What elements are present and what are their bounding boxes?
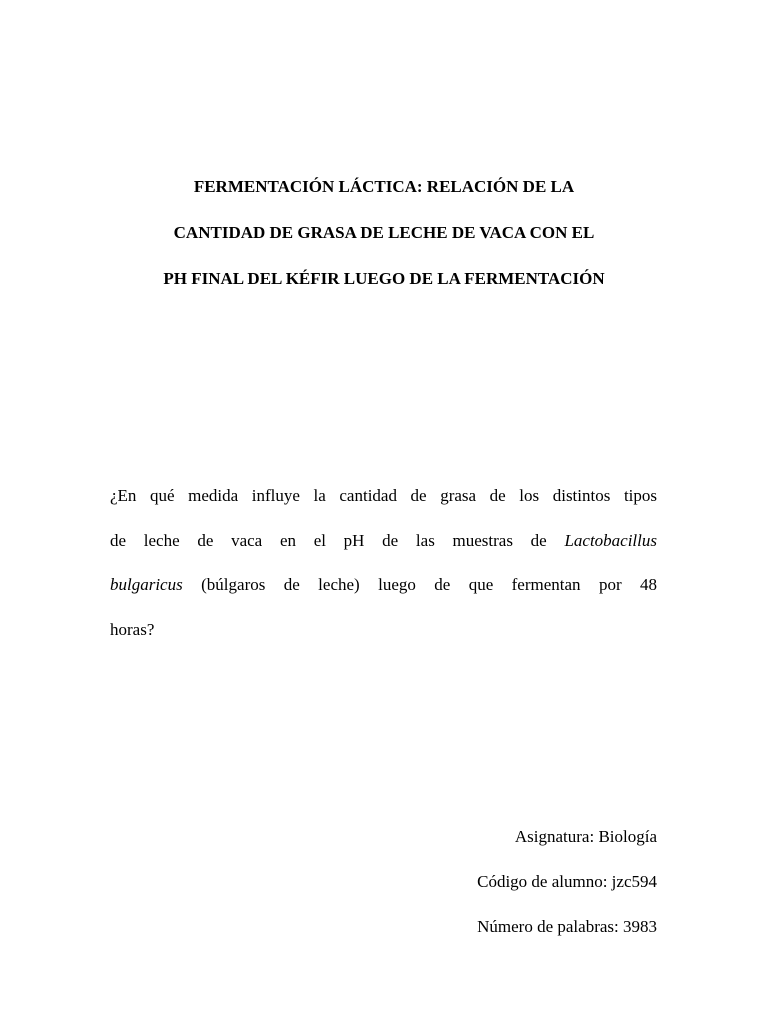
question-line-2 [110, 519, 657, 564]
research-question [110, 474, 657, 652]
document-metadata [477, 814, 657, 949]
question-line-3 [110, 563, 657, 608]
student-code-label: Código de alumno: jzc594 [477, 872, 657, 891]
question-line-2-text: de leche de vaca en el pH de las muestras de [110, 530, 547, 550]
subject-label: Asignatura: Biología [514, 827, 657, 846]
question-line-3-text: (búlgaros de leche) luego de que fermentan por 48 [201, 575, 658, 594]
question-line-4: horas? [110, 619, 155, 639]
species-genus: Lactobacillus [564, 530, 657, 550]
word-count-label: Número de palabras: 3983 [477, 917, 657, 936]
species-epithet: bulgaricus [110, 575, 183, 594]
title-line-3: PH FINAL DEL KÉFIR LUEGO DE LA FERMENTACIÓN [163, 269, 605, 288]
document-title [96, 164, 672, 302]
question-line-1: ¿En qué medida influye la cantidad de grasa de los distintos tipos [110, 486, 657, 505]
title-line-2: CANTIDAD DE GRASA DE LECHE DE VACA CON EL [173, 223, 595, 242]
title-line-1: FERMENTACIÓN LÁCTICA: RELACIÓN DE LA [193, 177, 575, 196]
